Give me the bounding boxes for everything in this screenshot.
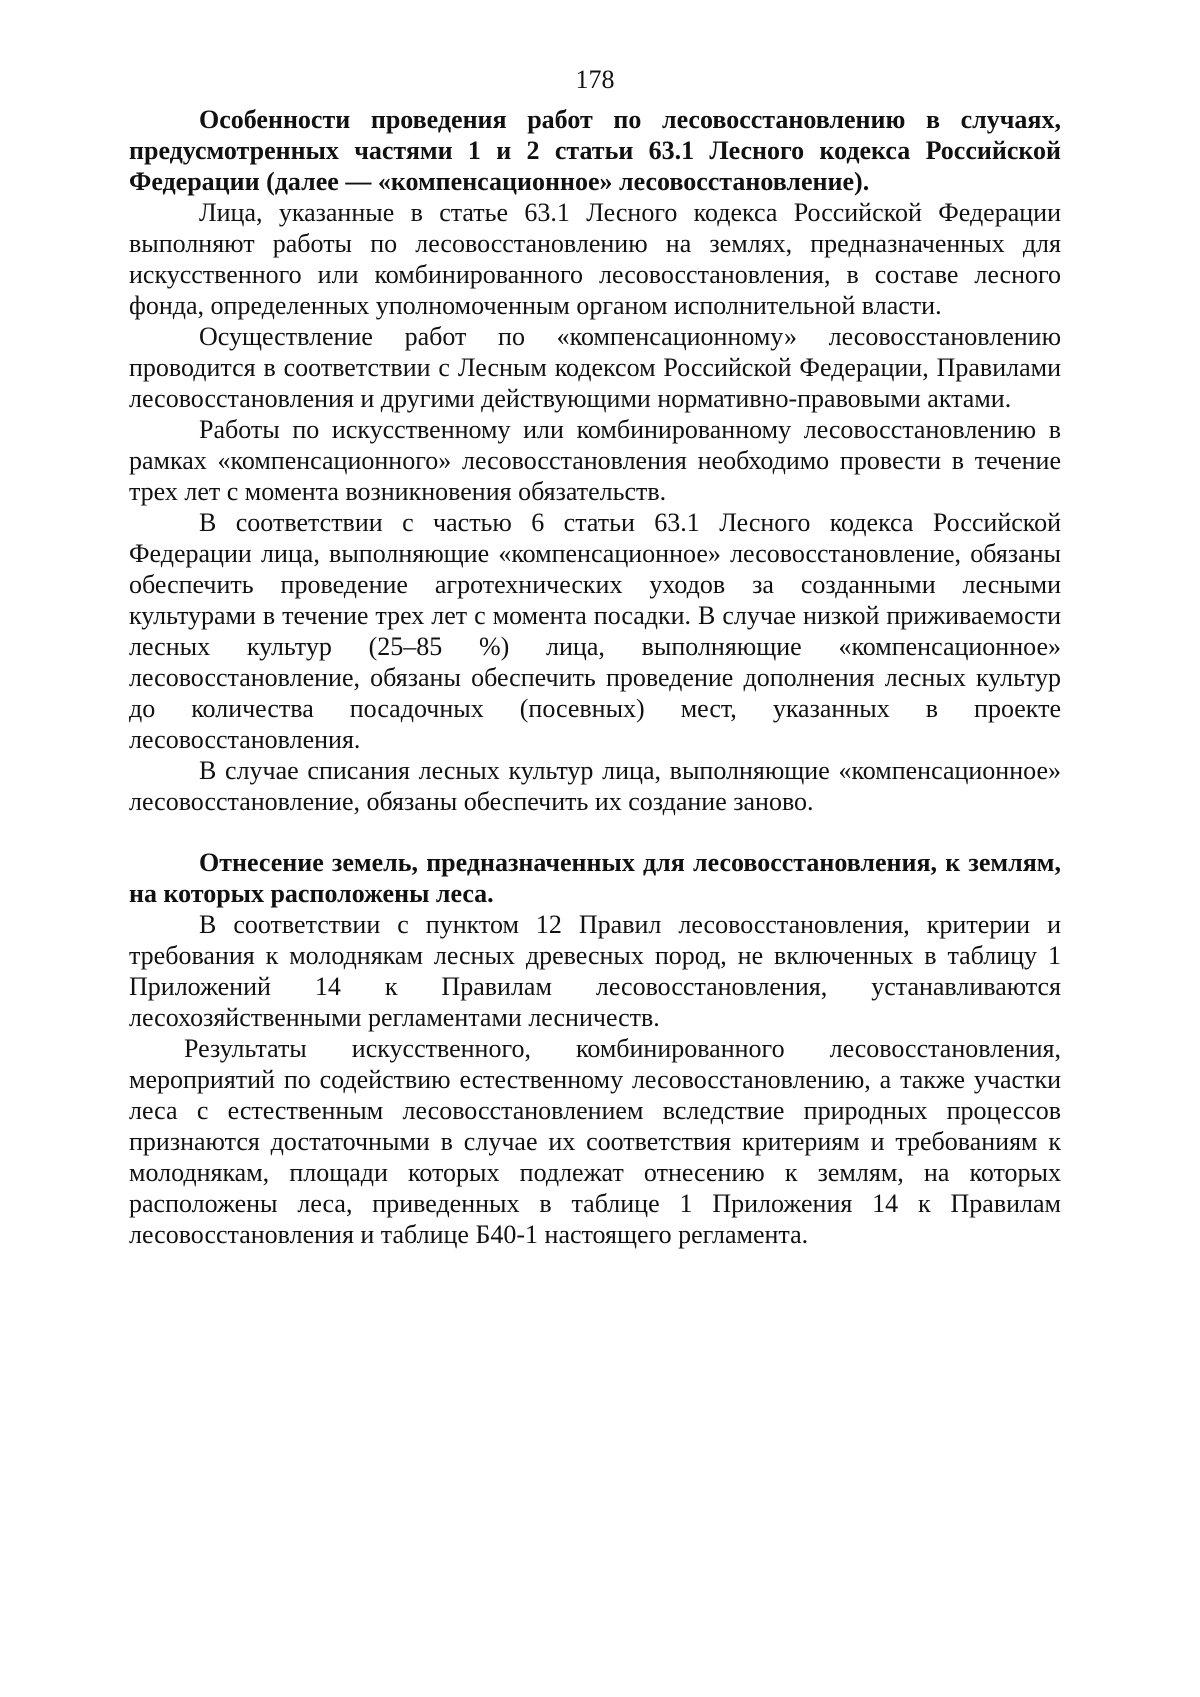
page-number: 178 bbox=[575, 65, 615, 94]
paragraph: Осуществление работ по «компенсационному» лесовосстановлению проводится в соответствии с Лесным кодексом Российской Федерации, Правилами лесовосстановления и другими действующими нормативно-правовыми актами. bbox=[129, 322, 1061, 413]
section-heading-compensatory-reforestation: Особенности проведения работ по лесовосстановлению в случаях, предусмотренных частями 1 и 2 статьи 63.1 Лесного кодекса Российской Федерации (далее — «компенсационное» лесовосстановление). bbox=[129, 105, 1061, 196]
paragraph: Лица, указанные в статье 63.1 Лесного кодекса Российской Федерации выполняют работы по лесовосстановлению на землях, предназначенных для искусственного или комбинированного лесовосстановления, в составе лесного фонда, определенных уполномоченным органом исполнительной власти. bbox=[129, 198, 1061, 320]
section-spacer bbox=[129, 817, 1061, 847]
paragraph: В соответствии с пунктом 12 Правил лесовосстановления, критерии и требования к молоднякам лесных древесных пород, не включенных в таблицу 1 Приложений 14 к Правилам лесовосстановления, устанавливаются лесохозяйственными регламентами лесничеств. bbox=[129, 910, 1061, 1032]
paragraph: Результаты искусственного, комбинированного лесовосстановления, мероприятий по содействию естественному лесовосстановлению, а также участки леса с естественным лесовосстановлением вследствие природных процессов признаются достаточными в случае их соответствия критериям и требованиям к молоднякам, площади которых подлежат отнесению к землям, на которых расположены леса, приведенных в таблице 1 Приложения 14 к Правилам лесовосстановления и таблице Б40-1 настоящего регламента. bbox=[129, 1034, 1061, 1249]
paragraph: В случае списания лесных культур лица, выполняющие «компенсационное» лесовосстановление, обязаны обеспечить их создание заново. bbox=[129, 756, 1061, 816]
document-body bbox=[129, 64, 1061, 1250]
paragraph: В соответствии с частью 6 статьи 63.1 Лесного кодекса Российской Федерации лица, выполняющие «компенсационное» лесовосстановление, обязаны обеспечить проведение агротехнических уходов за созданными лесными культурами в течение трех лет с момента посадки. В случае низкой приживаемости лесных культур (25–85 %) лица, выполняющие «компенсационное» лесовосстановление, обязаны обеспечить проведение дополнения лесных культур до количества посадочных (посевных) мест, указанных в проекте лесовосстановления. bbox=[129, 508, 1061, 754]
paragraph: Работы по искусственному или комбинированному лесовосстановлению в рамках «компенсационного» лесовосстановления необходимо провести в течение трех лет с момента возникновения обязательств. bbox=[129, 415, 1061, 506]
section-heading-land-classification: Отнесение земель, предназначенных для лесовосстановления, к землям, на которых расположены леса. bbox=[129, 848, 1061, 908]
